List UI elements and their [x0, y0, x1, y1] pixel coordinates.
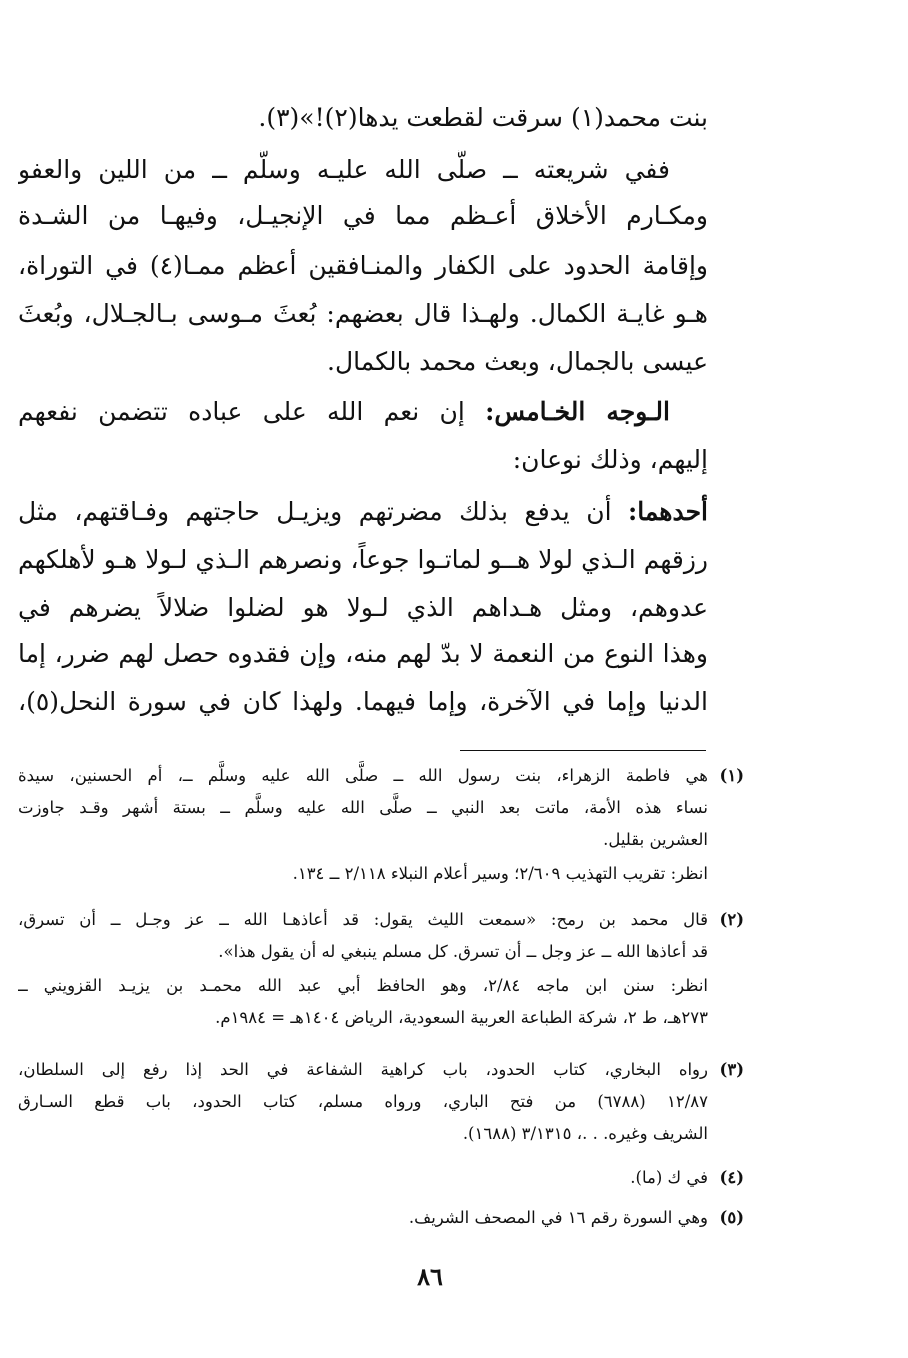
text-line-10: رزقهم الـذي لولا هــو لماتـوا جوعاً، ونصرهم الـذي لـولا هـو لأهلكهم — [18, 545, 708, 574]
footnote-line: ١٢/٨٧ (٦٧٨٨) من فتح الباري، ورواه مسلم، كتاب الحدود، باب قطع السـارق — [18, 1092, 708, 1111]
text-line-11: عدوهم، ومثل هـداهم الذي لـولا هو لضلوا ضلالاً يضرهم في — [18, 593, 708, 622]
footnote-1 — [18, 760, 744, 890]
footnote-number: (١) — [719, 766, 744, 785]
text-line-9-rest: أن يدفع بذلك مضرتهم ويزيـل حاجتهم وفـاقتهم، مثل — [18, 497, 628, 526]
text-line-1: بنت محمد(١) سرقت لقطعت يدها(٢)!»(٣). — [258, 103, 708, 132]
text-line-7-rest: إن نعم الله على عباده تتضمن نفعهم — [18, 397, 465, 426]
footnote-line: الشريف وغيره. . .، ٣/١٣١٥ (١٦٨٨). — [462, 1124, 708, 1143]
footnote-number: (٣) — [719, 1060, 744, 1079]
footnote-line: انظر: تقريب التهذيب ٢/٦٠٩؛ وسير أعلام النبلاء ٢/١١٨ ــ ١٣٤. — [292, 864, 708, 883]
text-line-3: ومكـارم الأخلاق أعـظم مما في الإنجيـل، وفيهـا من الشـدة — [18, 201, 708, 230]
text-line-4: وإقامة الحدود على الكفار والمنـافقين أعظم ممـا(٤) في التوراة، — [18, 251, 708, 280]
footnote-2 — [18, 904, 744, 1034]
footnote-line: رواه البخاري، كتاب الحدود، باب كراهية الشفاعة في الحد إذا رفع إلى السلطان، — [18, 1060, 708, 1079]
page-number: ٨٦ — [417, 1262, 443, 1291]
sub-heading: أحدهما: — [627, 497, 708, 526]
footnote-line: قد أعاذها الله ــ عز وجل ــ أن تسرق. كل مسلم ينبغي له أن يقول هذا». — [218, 942, 708, 961]
footnote-line: هي فاطمة الزهراء، بنت رسول الله ــ صلَّى الله عليه وسلَّم ــ، أم الحسنين، سيدة — [18, 766, 708, 785]
footnote-line: نساء هذه الأمة، ماتت بعد النبي ــ صلَّى الله عليه وسلَّم ــ بستة أشهر وقـد جاوزت — [18, 798, 708, 817]
footnote-number: (٤) — [719, 1168, 744, 1187]
footnote-number: (٥) — [719, 1208, 744, 1227]
footnote-number: (٢) — [719, 910, 744, 929]
text-line-13: الدنيا وإما في الآخرة، وإما فيهما. ولهذا كان في سورة النحل(٥)، — [18, 687, 708, 716]
footnote-separator — [460, 750, 706, 751]
footnote-5 — [18, 1202, 744, 1234]
text-line-2: ففي شريعته ــ صلَّى الله عليـه وسلَّم ــ من اللين والعفو — [18, 155, 670, 184]
footnote-line: العشرين بقليل. — [603, 830, 708, 849]
text-line-6: عيسى بالجمال، وبعث محمد بالكمال. — [327, 347, 708, 376]
text-line-8: إليهم، وذلك نوعان: — [512, 445, 708, 474]
footnote-4 — [18, 1162, 744, 1194]
text-line-5: هـو غايـة الكمال. ولهـذا قال بعضهم: بُعثَ مـوسى بـالجـلال، وبُعثَ — [18, 299, 708, 328]
text-line-9 — [18, 492, 708, 532]
footnote-3 — [18, 1054, 744, 1154]
text-line-7 — [18, 392, 670, 432]
footnote-line: وهي السورة رقم ١٦ في المصحف الشريف. — [408, 1208, 708, 1227]
footnote-line: ٢٧٣هـ، ط ٢، شركة الطباعة العربية السعودية، الرياض ١٤٠٤هـ = ١٩٨٤م. — [215, 1008, 708, 1027]
section-heading: الـوجه الخـامس: — [485, 397, 670, 426]
footnote-line: قال محمد بن رمح: «سمعت الليث يقول: قد أعاذهـا الله ــ عز وجـل ــ أن تسرق، — [18, 910, 708, 929]
text-line-12: وهذا النوع من النعمة لا بدّ لهم منه، وإن فقدوه حصل لهم ضرر، إما — [18, 639, 708, 668]
footnote-line: انظر: سنن ابن ماجه ٢/٨٤، وهو الحافظ أبي عبد الله محمـد بن يزيـد القزويني ــ — [18, 976, 708, 995]
footnote-line: في ك (ما). — [630, 1168, 708, 1187]
